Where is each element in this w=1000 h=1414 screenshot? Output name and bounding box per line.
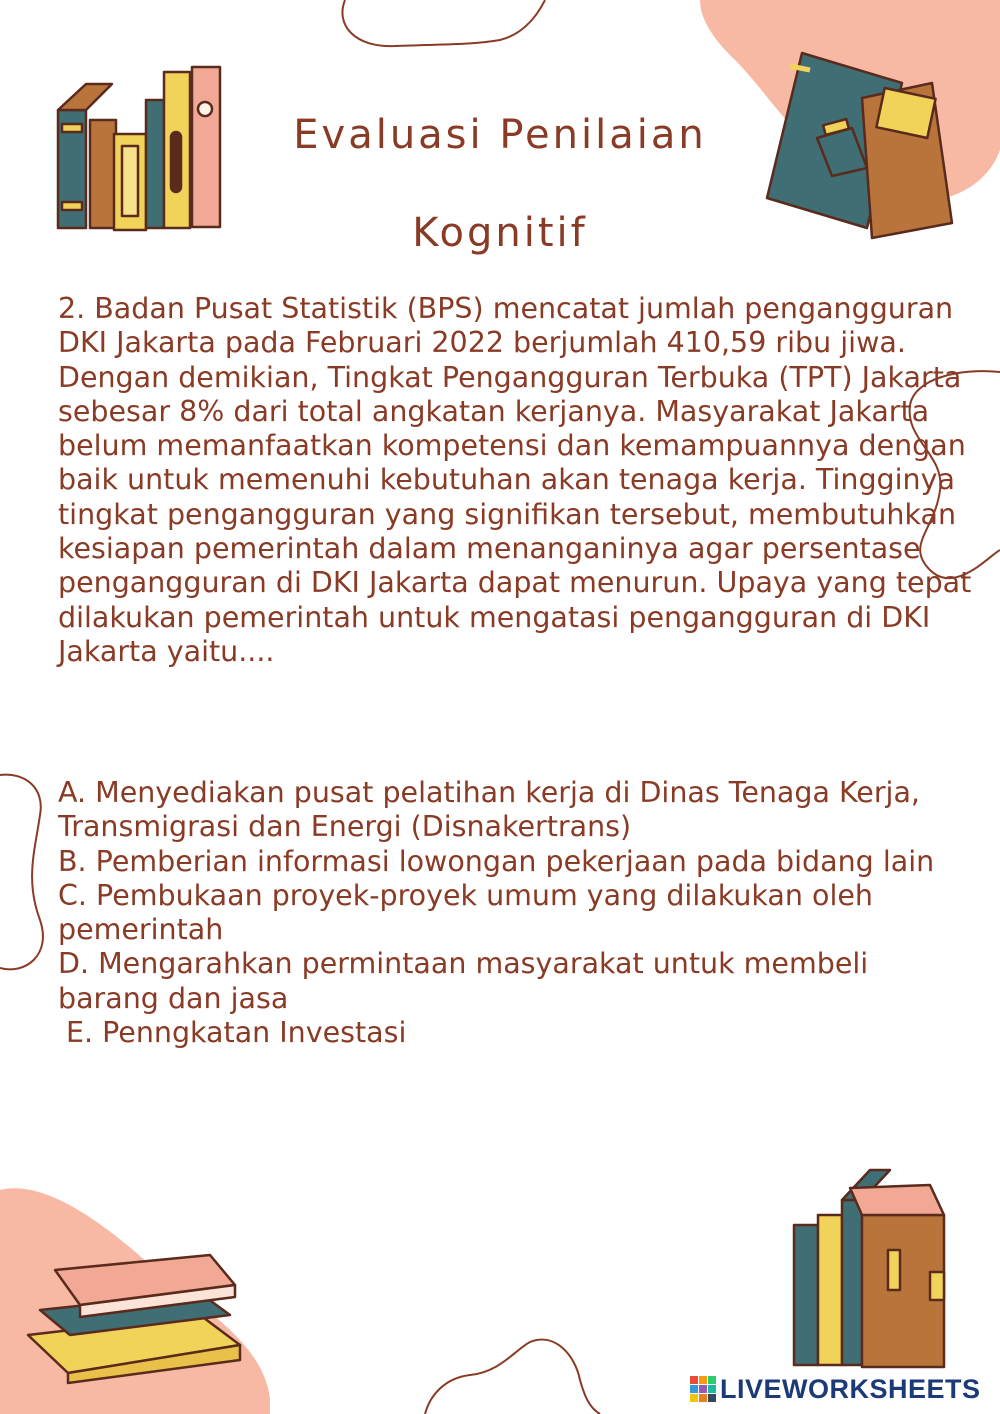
option-a: A. Menyediakan pusat pelatihan kerja di Dinas Tenaga Kerja, Transmigrasi dan Energi (Disnakertrans) bbox=[58, 776, 920, 844]
option-b: B. Pemberian informasi lowongan pekerjaan pada bidang lain bbox=[58, 844, 935, 878]
liveworksheets-logo-icon bbox=[690, 1376, 716, 1402]
option-e: E. Penngkatan Investasi bbox=[66, 1016, 407, 1050]
books-illustration-bottom-right bbox=[790, 1160, 960, 1375]
question-text: 2. Badan Pusat Statistik (BPS) mencatat jumlah pengangguran DKI Jakarta pada Februari 2022 berjumlah 410,59 ribu jiwa. Dengan demikian, Tingkat Pengangguran Terbuka (TPT) Jakarta sebesar 8% dari total angkatan kerjanya. Masyarakat Jakarta belum memanfaatkan kompetensi dan kemampuannya dengan baik untuk memenuhi kebutuhan akan tenaga kerja. Tingginya tingkat pengangguran yang signifikan tersebut, membutuhkan kesiapan pemerintah dalam menanganinya agar persentase pengangguran di DKI Jakarta dapat menurun. Upaya yang tepat dilakukan pemerintah untuk mengatasi pengangguran di DKI Jakarta yaitu.... bbox=[58, 292, 972, 668]
page-title: Evaluasi Penilaian bbox=[293, 112, 707, 158]
bottom-swirl-line bbox=[425, 1340, 600, 1414]
answer-options bbox=[58, 776, 978, 1050]
top-swirl-line bbox=[342, 0, 545, 46]
option-d: D. Mengarahkan permintaan masyarakat untuk membeli barang dan jasa bbox=[58, 947, 869, 1015]
page-subtitle: Kognitif bbox=[412, 210, 588, 256]
brand-name: LIVEWORKSHEETS bbox=[720, 1373, 981, 1404]
stacked-books-illustration-bottom-left bbox=[20, 1235, 260, 1385]
option-c: C. Pembukaan proyek-proyek umum yang dilakukan oleh pemerintah bbox=[58, 878, 873, 947]
liveworksheets-logo[interactable] bbox=[690, 1372, 981, 1406]
left-swirl-line bbox=[0, 775, 43, 970]
